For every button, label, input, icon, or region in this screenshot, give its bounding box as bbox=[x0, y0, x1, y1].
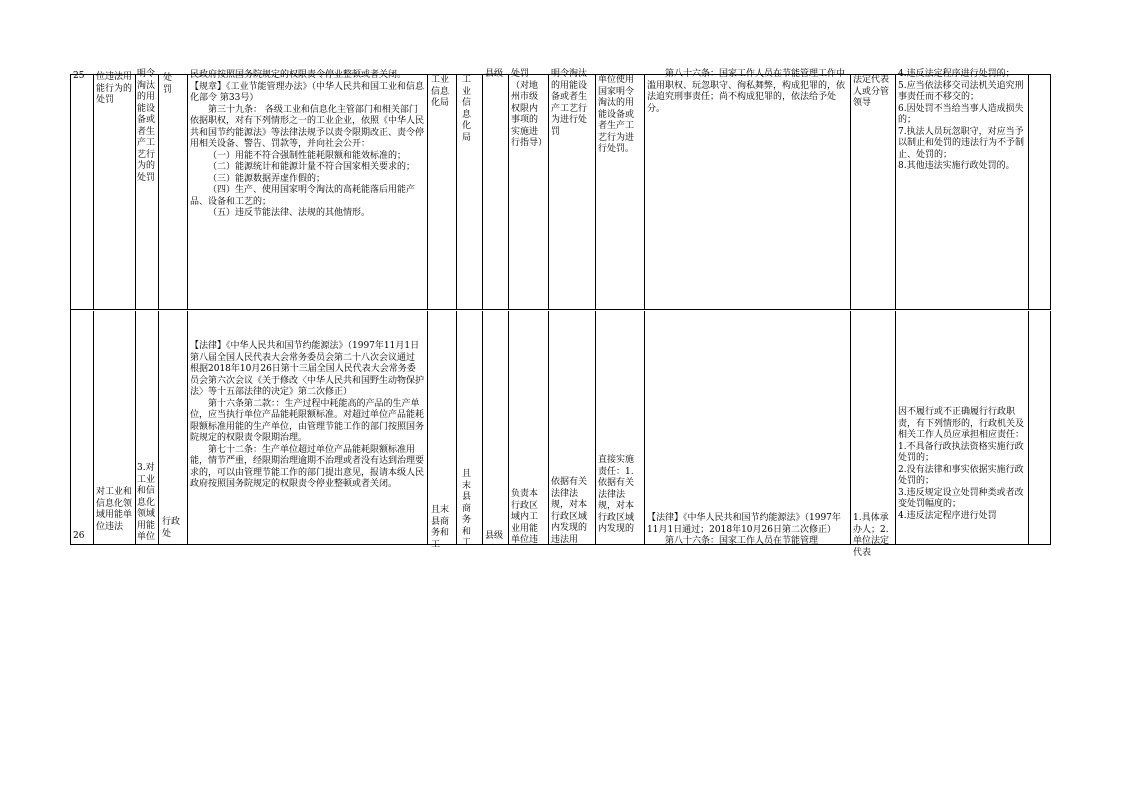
accountability-item: 4.违反法定程序进行处罚的； bbox=[898, 69, 1015, 79]
sub-department-cell bbox=[457, 75, 483, 310]
conditions: 依据有关法律法规，对本行政区域内发现的违法用 bbox=[551, 477, 588, 545]
subject-cell bbox=[851, 311, 896, 558]
accountability-item: 2.没有法律和事实依据实施行政处罚的； bbox=[898, 464, 1024, 486]
responsibility-cell bbox=[596, 311, 645, 545]
level-cell bbox=[483, 69, 509, 310]
category-cell bbox=[159, 311, 188, 545]
basis-paragraph: 【规章】《工业节能管理办法》（中华人民共和国工业和信息化部令 第33号） bbox=[190, 81, 425, 103]
row-number: 26 bbox=[73, 530, 85, 541]
sub-item: 3.对工业和信息化领域用能单位 bbox=[137, 463, 156, 542]
sub-item-cell bbox=[136, 69, 159, 310]
sub-department: 且末县商务和工 bbox=[462, 469, 472, 548]
basis-paragraph: 第十六条第二款：：生产过程中耗能高的产品的生产单位，应当执行单位产品能耗限额标准。对超过单位产品能耗限额标准用能的生产单位，由管理节能工作的部门按照国务院规定的权限责令限期治理。 bbox=[190, 398, 425, 443]
category: 行政处 bbox=[162, 517, 181, 539]
basis-paragraph: （三）能源数据弄虚作假的； bbox=[208, 173, 326, 184]
accountability-item: 因不履行或不正确履行行政职责，有下列情形的，行政机关及相关工作人员应承担相应责任： bbox=[898, 407, 1025, 440]
department-cell bbox=[428, 311, 457, 550]
remark-cell bbox=[1029, 311, 1051, 545]
item-name-cell bbox=[94, 72, 136, 310]
legal-basis-cell bbox=[188, 70, 428, 310]
sub-item: 明令淘汰的用能设备或者生产工艺行为的处罚 bbox=[137, 69, 156, 183]
scope-cell bbox=[509, 311, 549, 545]
liability-law bbox=[647, 513, 847, 548]
liability-law-cell bbox=[645, 69, 851, 310]
basis-paragraph: （四）生产、使用国家明令淘汰的高耗能落后用能产品、设备和工艺的； bbox=[190, 185, 416, 207]
accountability-item: 5.应当依法移交司法机关追究刑事责任而不移交的； bbox=[898, 80, 1024, 102]
conditions-cell bbox=[549, 311, 596, 545]
table-row bbox=[71, 69, 1051, 310]
legal-basis-cell bbox=[188, 311, 428, 545]
category-cell bbox=[159, 75, 188, 310]
accountability-list bbox=[898, 69, 1026, 173]
accountability-cell bbox=[896, 69, 1029, 310]
basis-paragraph: 【法律】《中华人民共和国节约能源法》（1997年11月1日第八届全国人民代表大会常务委员会第二十八次会议通过 根据2018年10月26日第十三届全国人民代表大会常务委员会第六次会议《关于修改〈中华人民共和国野生动物保护法〉等十五部法律的决定》第二次修正） bbox=[190, 341, 425, 397]
liability-paragraph: 第八十六条：国家工作人员在节能管理 bbox=[665, 536, 819, 546]
basis-paragraph: （一）用能不符合强制性能耗限额和能效标准的； bbox=[208, 150, 407, 161]
legal-basis bbox=[190, 341, 424, 491]
item-name: 对工业和信息化领域用能单位违法 bbox=[96, 487, 133, 532]
department: 工业信息化局 bbox=[431, 75, 450, 108]
responsibility: 直接实施责任：1.依据有关法律法规，对本行政区域内发现的 bbox=[598, 455, 635, 534]
scope: 负责本行政区域内工业用能单位违 bbox=[511, 489, 539, 545]
sub-department: 工业信息化局 bbox=[462, 75, 472, 143]
scope-cell bbox=[509, 69, 549, 310]
level-cell bbox=[483, 311, 509, 545]
item-name-cell bbox=[94, 311, 136, 545]
legal-basis bbox=[190, 70, 424, 220]
scope: 处罚（对地州市级权限内事项的实施进行指导） bbox=[511, 69, 548, 148]
level: 县级 bbox=[485, 531, 504, 541]
accountability-item: 7.执法人员玩忽职守，对应当予以制止和处罚的违法行为不予制止、处罚的； bbox=[898, 126, 1025, 160]
conditions: 明令淘汰的用能设备或者生产工艺行为进行处罚 bbox=[551, 69, 588, 137]
category: 处罚 bbox=[163, 73, 173, 95]
accountability-item: 4.违反法定程序进行处罚 bbox=[898, 510, 997, 521]
sub-item-cell bbox=[136, 311, 159, 545]
basis-paragraph: 第三十九条： 各级工业和信息化主管部门和相关部门依据职权，对有下列情形之一的工业企业，依照《中华人民共和国节约能源法》等法律法规予以责令限期改正、责令停用相关设备、警告、罚款等，并向社会公开： bbox=[190, 104, 425, 149]
accountability-item: 8.其他违法实施行政处罚的。 bbox=[898, 161, 1015, 171]
accountability-list bbox=[898, 407, 1026, 522]
law-enforcement-table bbox=[70, 69, 1051, 558]
accountability-item: 6.因处罚不当给当事人造成损失的； bbox=[898, 103, 1024, 125]
basis-paragraph: 第七十二条：生产单位超过单位产品能耗限额标准用能，情节严重，经限期治理逾期不治理或者没有达到治理要求的，可以由管理节能工作的部门提出意见，报请本级人民政府按照国务院规定的权限责令停业整顿或者关闭。 bbox=[190, 444, 425, 489]
responsibility-cell bbox=[596, 75, 645, 310]
sub-department-cell bbox=[457, 311, 483, 548]
remark-cell bbox=[1029, 75, 1051, 310]
responsible-subject: 1.具体承办人；2.单位法定代表 bbox=[853, 513, 890, 558]
row-number: 25 bbox=[73, 71, 85, 81]
table-row bbox=[71, 311, 1051, 558]
subject-cell bbox=[851, 75, 896, 310]
responsibility: 单位使用国家明令淘汰的用能设备或者生产工艺行为进行处罚。 bbox=[598, 75, 635, 154]
department-cell bbox=[428, 75, 457, 310]
row-number-cell bbox=[71, 71, 94, 310]
liability-law-cell bbox=[645, 311, 851, 545]
accountability-item: 1.不具备行政执法资格实施行政处罚的； bbox=[898, 441, 1024, 463]
level: 县级 bbox=[485, 69, 504, 79]
responsible-subject: 法定代表人或分管领导 bbox=[853, 75, 890, 108]
liability-paragraph: 【法律】《中华人民共和国节约能源法》（1997年11月1日通过；2018年10月26日第二次修正） bbox=[647, 513, 841, 535]
conditions-cell bbox=[549, 69, 596, 310]
accountability-cell bbox=[896, 311, 1029, 545]
liability-law: 第八十六条：国家工作人员在节能管理工作中滥用职权、玩忽职守、徇私舞弊，构成犯罪的，依法追究刑事责任；尚不构成犯罪的，依法给予处分。 bbox=[647, 69, 846, 114]
basis-paragraph: （五）违反节能法律、法规的其他情形。 bbox=[208, 208, 371, 218]
item-name: 位违法用能行为的处罚 bbox=[96, 72, 133, 105]
basis-paragraph: （二）能源统计和能源计量不符合国家相关要求的； bbox=[208, 162, 416, 172]
basis-paragraph: 民政府按照国务院规定的权限责令停业整顿或者关闭。 bbox=[190, 70, 407, 80]
department: 且末县商务和工 bbox=[431, 505, 450, 550]
row-number-cell bbox=[71, 311, 94, 545]
accountability-item: 3.违反规定设立处罚种类或者改变处罚幅度的； bbox=[898, 487, 1024, 509]
